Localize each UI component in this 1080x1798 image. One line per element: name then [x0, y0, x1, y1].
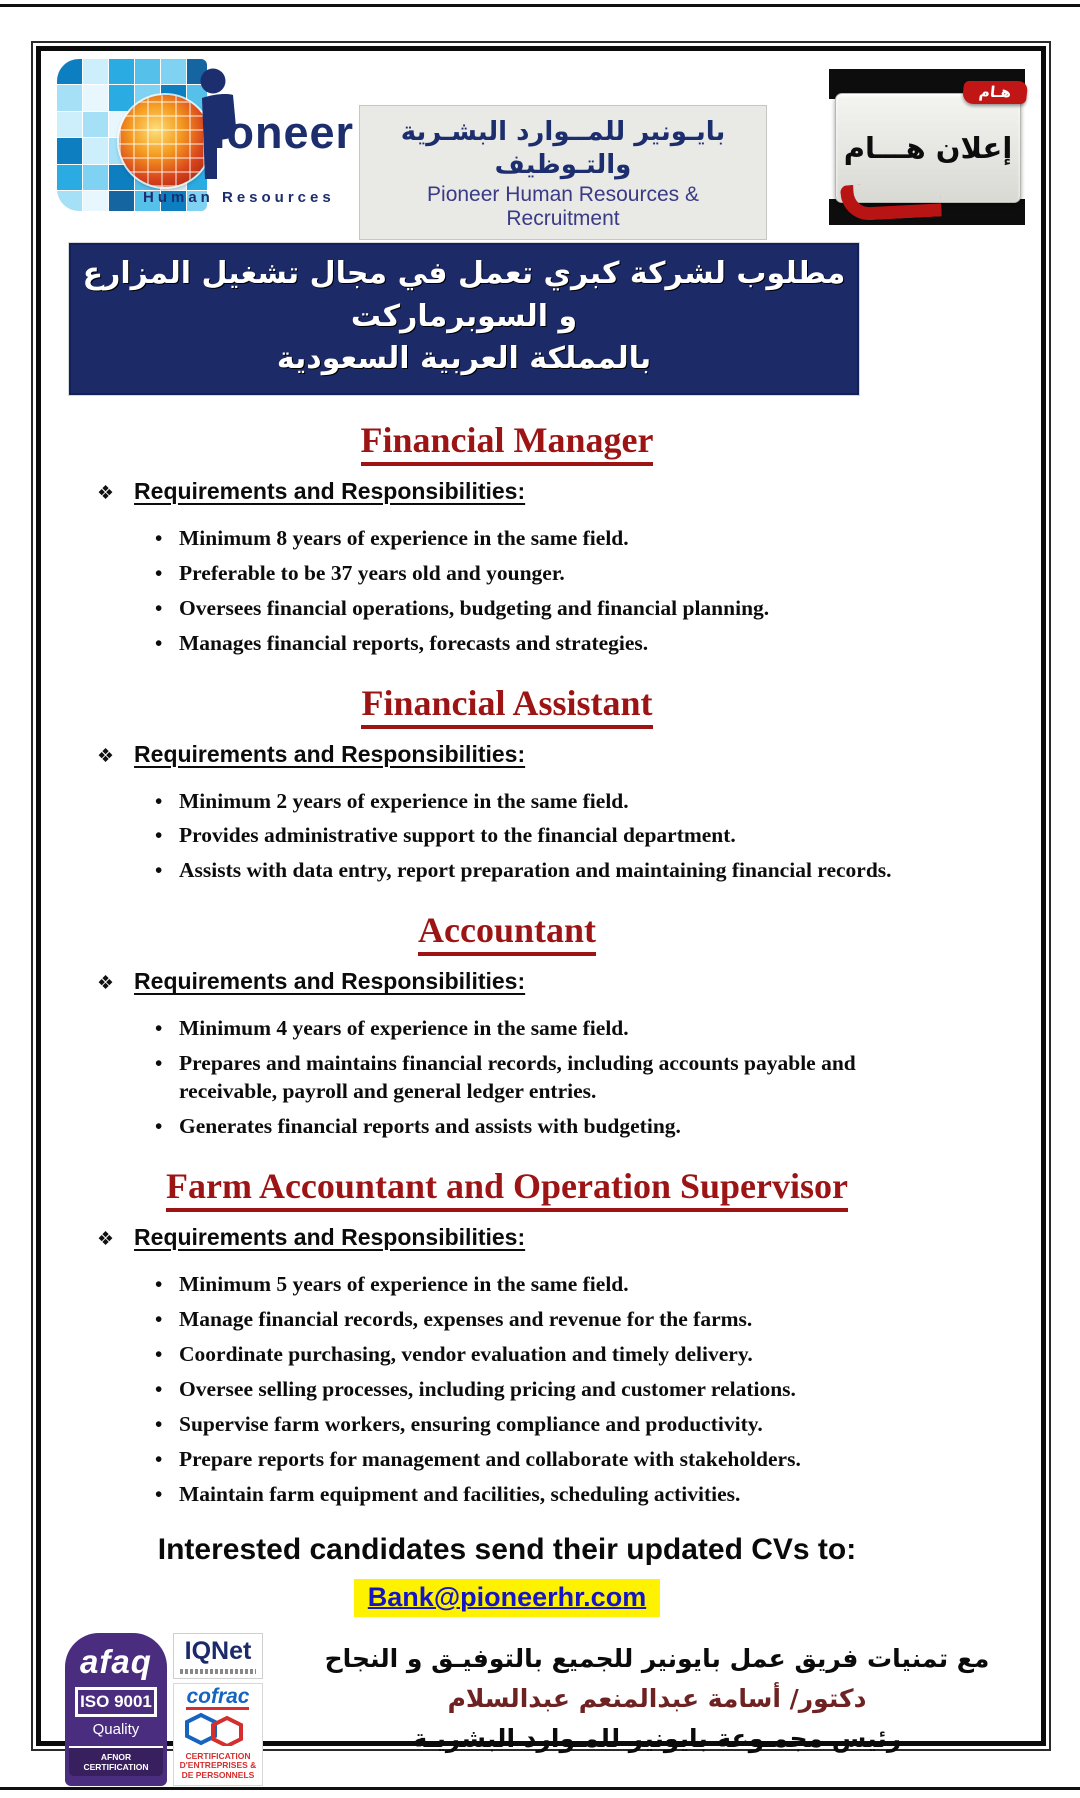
afnor-label: AFNOR CERTIFICATION: [69, 1746, 163, 1776]
bullet-item: • Assists with data entry, report preparation and maintaining financial records.: [179, 857, 957, 885]
diamond-bullet-icon: ❖: [97, 482, 115, 504]
bullet-item: • Minimum 8 years of experience in the same field.: [179, 525, 957, 553]
iqnet-logo: [173, 1633, 263, 1679]
bullet-item: • Supervise farm workers, ensuring compliance and productivity.: [179, 1411, 957, 1439]
bullet-item: • Minimum 2 years of experience in the same field.: [179, 788, 957, 816]
badge-red-tag: هـام: [962, 81, 1029, 104]
requirements-heading-label: Requirements and Responsibilities:: [134, 477, 526, 504]
email-link[interactable]: Bank@pioneerhr.com: [354, 1579, 660, 1617]
job-title: Financial Assistant: [361, 682, 652, 729]
badge-red-ribbon-icon: [840, 180, 942, 221]
bullet-item: • Manage financial records, expenses and revenue for the farms.: [179, 1306, 957, 1334]
bullet-item: • Coordinate purchasing, vendor evaluation and timely delivery.: [179, 1341, 957, 1369]
company-name-arabic: بايـونير للمــوارد البشـرية والتـوظيف: [400, 117, 726, 180]
certification-logos: [65, 1633, 263, 1786]
badge-label: إعلان هـــام: [843, 131, 1013, 165]
brand-wordmark: ioneer: [213, 107, 355, 158]
footer-wish: مع تمنيات فريق عمل بايونير للجميع بالتوفيـق و النجاح: [324, 1643, 990, 1673]
requirements-heading-label: Requirements and Responsibilities:: [134, 740, 526, 767]
iso-9001-label: ISO 9001: [75, 1687, 157, 1717]
bullet-item: • Minimum 4 years of experience in the same field.: [179, 1015, 957, 1043]
bullet-list: [57, 525, 957, 658]
bullet-list: [57, 788, 957, 886]
requirements-heading: [97, 741, 957, 768]
bullet-item: • Oversee selling processes, including pricing and customer relations.: [179, 1376, 957, 1404]
banner-line-1: مطلوب لشركة كبري تعمل في مجال تشغيل المزارع و السوبرماركت: [82, 256, 846, 334]
banner: [69, 243, 859, 395]
company-name-box: [359, 105, 767, 240]
bullet-item: • Maintain farm equipment and facilities, scheduling activities.: [179, 1481, 957, 1509]
requirements-heading: [97, 1224, 957, 1251]
quality-label: Quality: [92, 1720, 140, 1738]
bullet-item: • Preferable to be 37 years old and younger.: [179, 560, 957, 588]
iqnet-wordmark: IQNet: [184, 1636, 252, 1665]
header: [57, 59, 1025, 230]
requirements-heading-label: Requirements and Responsibilities:: [134, 1224, 526, 1251]
sections: [57, 419, 957, 1509]
afaq-wordmark: afaq: [80, 1642, 152, 1680]
bullet-item: • Generates financial reports and assists with budgeting.: [179, 1113, 957, 1141]
requirements-heading: [97, 968, 957, 995]
job-title: Farm Accountant and Operation Supervisor: [166, 1165, 848, 1212]
bullet-item: • Minimum 5 years of experience in the same field.: [179, 1271, 957, 1299]
job-section: [57, 419, 957, 658]
cta-text: Interested candidates send their updated CVs to:: [157, 1532, 857, 1566]
brand-subtitle: Human Resources: [143, 189, 335, 206]
bullet-item: • Manages financial reports, forecasts and strategies.: [179, 630, 957, 658]
cofrac-logo: [173, 1683, 263, 1786]
job-title: Financial Manager: [361, 419, 654, 466]
bullet-item: • Prepares and maintains financial records, including accounts payable and receivable, payroll and general ledger entries.: [179, 1050, 957, 1106]
flyer-frame: [36, 46, 1046, 1781]
requirements-heading: [97, 478, 957, 505]
announcement-badge: [829, 69, 1025, 225]
diamond-bullet-icon: ❖: [97, 1229, 115, 1251]
footer-text: [289, 1631, 1025, 1759]
afaq-logo: [65, 1633, 167, 1786]
job-section: [57, 682, 957, 886]
cofrac-wordmark: cofrac: [186, 1684, 250, 1708]
footer-signer: دكتور/ أسامة عبدالمنعم عبدالسلام: [447, 1683, 867, 1713]
cofrac-hexagons-icon: [183, 1712, 253, 1746]
email-line: [57, 1579, 957, 1617]
requirements-heading-label: Requirements and Responsibilities:: [134, 968, 526, 995]
bullet-item: • Oversees financial operations, budgeting and financial planning.: [179, 595, 957, 623]
company-name-english: Pioneer Human Resources & Recruitment: [427, 183, 699, 230]
bullet-list: [57, 1015, 957, 1141]
scan-edge-top: [0, 4, 1080, 7]
footer-role: رئيس مجمـوعة بايونير للمـوارد البشريـة: [412, 1723, 902, 1753]
footer: [57, 1631, 1025, 1798]
bullet-item: • Prepare reports for management and collaborate with stakeholders.: [179, 1446, 957, 1474]
diamond-bullet-icon: ❖: [97, 973, 115, 995]
bullet-item: • Provides administrative support to the financial department.: [179, 822, 957, 850]
job-title: Accountant: [418, 909, 596, 956]
job-section: [57, 909, 957, 1141]
cta: [57, 1533, 957, 1617]
cofrac-subtitle: CERTIFICATION D'ENTREPRISES & DE PERSONNELS: [179, 1750, 257, 1781]
banner-line-2: بالمملكة العربية السعودية: [276, 341, 652, 377]
job-section: [57, 1165, 957, 1509]
bullet-list: [57, 1271, 957, 1509]
pioneer-logo: [57, 59, 355, 219]
cert-right-column: [173, 1633, 263, 1786]
diamond-bullet-icon: ❖: [97, 745, 115, 767]
iqnet-stripe: [180, 1669, 256, 1674]
